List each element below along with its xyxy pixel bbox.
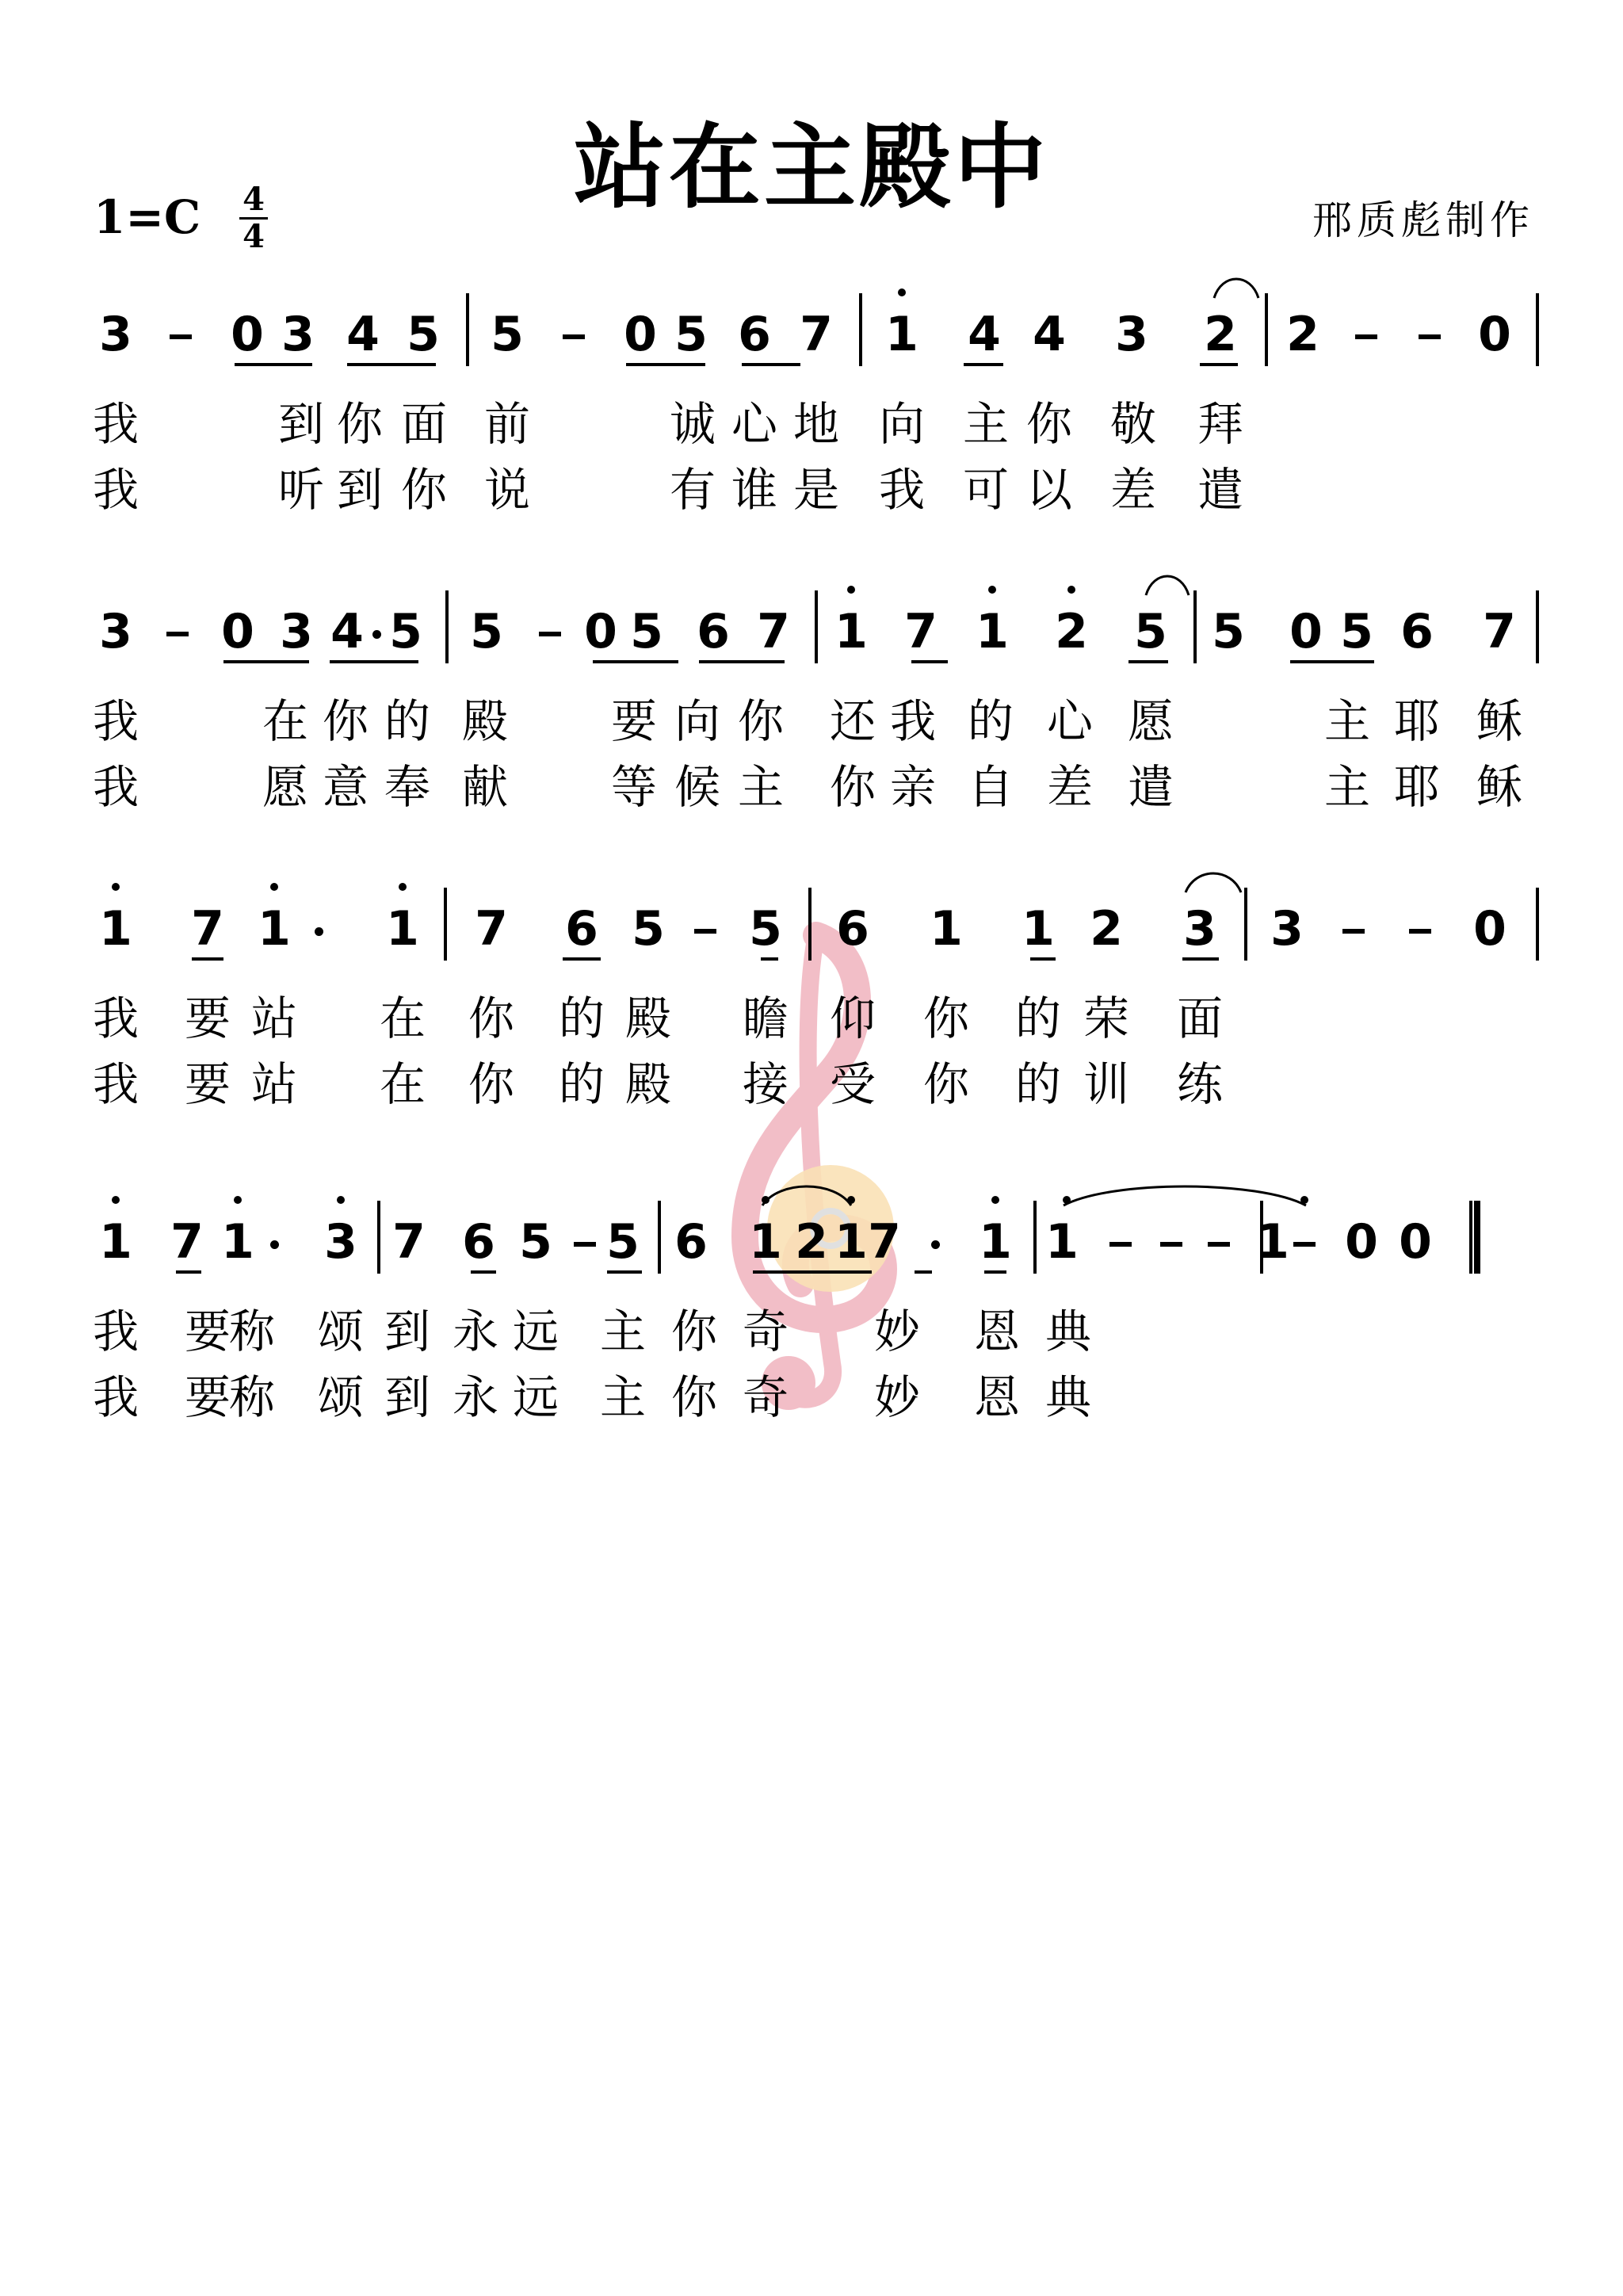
lyric-verse-1: 瞻 xyxy=(742,991,789,1045)
note: 1 xyxy=(99,1214,132,1270)
note: 7 xyxy=(904,604,938,659)
notation-line xyxy=(0,590,1623,686)
note: 6 xyxy=(1400,604,1434,659)
barline xyxy=(445,590,449,663)
beam-underline xyxy=(915,1270,932,1274)
lyric-verse-2: 到 xyxy=(384,1370,431,1424)
note: 2 xyxy=(1204,307,1237,362)
lyric-verse-1: 的 xyxy=(384,694,431,748)
lyric-verse-2: 远 xyxy=(512,1370,559,1424)
beam-underline xyxy=(347,363,436,366)
note: 5 xyxy=(632,901,665,957)
lyric-verse-2: 耶 xyxy=(1393,760,1441,814)
lyric-verse-2: 站 xyxy=(250,1057,298,1111)
augmentation-dot xyxy=(931,1240,940,1249)
octave-dot xyxy=(234,1196,242,1204)
tie-arc xyxy=(1184,865,1243,897)
tie-arc xyxy=(761,1179,853,1210)
lyric-verse-1: 你 xyxy=(1025,397,1073,451)
lyric-verse-1: 典 xyxy=(1044,1305,1092,1358)
beam-underline xyxy=(626,363,705,366)
note: 7 xyxy=(191,901,224,957)
barline xyxy=(1536,293,1539,366)
lyric-verse-2: 奇 xyxy=(742,1370,789,1424)
lyric-verse-2: 永 xyxy=(452,1370,499,1424)
note: 6 xyxy=(697,604,730,659)
augmentation-dot xyxy=(270,1240,279,1249)
beam-underline xyxy=(593,660,678,663)
note: 3 xyxy=(99,604,132,659)
lyric-verse-1: 地 xyxy=(792,397,840,451)
note: 1 xyxy=(258,901,291,957)
beam-underline xyxy=(1290,660,1374,663)
beam-underline xyxy=(796,1270,872,1274)
lyric-verse-2: 可 xyxy=(962,463,1010,517)
note: 1 xyxy=(976,604,1009,659)
note: 1 xyxy=(834,1214,868,1270)
lyric-verse-2: 主 xyxy=(599,1370,647,1424)
note: 5 xyxy=(1212,604,1245,659)
lyric-verse-2: 我 xyxy=(92,1370,139,1424)
lyric-verse-1: 奇 xyxy=(742,1305,789,1358)
lyric-verse-1: 你 xyxy=(468,991,515,1045)
lyric-verse-1: 永 xyxy=(452,1305,499,1358)
note: 0 xyxy=(1478,307,1511,362)
sustain-dash xyxy=(574,1242,596,1247)
barline xyxy=(1244,888,1247,961)
lyric-verse-2: 妙 xyxy=(873,1370,921,1424)
lyric-verse-2: 是 xyxy=(792,463,840,517)
key-signature: 1=C xyxy=(94,190,201,244)
note: 3 xyxy=(280,604,313,659)
lyric-verse-2: 殿 xyxy=(624,1057,672,1111)
lyric-verse-2: 你 xyxy=(468,1057,515,1111)
lyric-verse-1: 诚 xyxy=(669,397,716,451)
lyric-verse-1: 前 xyxy=(483,397,531,451)
lyric-verse-2: 恩 xyxy=(973,1370,1021,1424)
sustain-dash xyxy=(1293,1242,1316,1247)
note: 7 xyxy=(800,307,833,362)
notation-line xyxy=(0,1201,1623,1296)
meter-bottom: 4 xyxy=(242,218,265,255)
lyric-verse-2: 等 xyxy=(610,760,658,814)
note: 4 xyxy=(346,307,380,362)
beam-underline xyxy=(330,660,418,663)
note: 0 xyxy=(1473,901,1507,957)
barline xyxy=(1265,293,1268,366)
lyric-verse-1: 向 xyxy=(674,694,721,748)
note: 0 xyxy=(1345,1214,1378,1270)
lyric-verse-1: 的 xyxy=(558,991,605,1045)
lyric-verse-2: 意 xyxy=(322,760,369,814)
note: 7 xyxy=(1483,604,1516,659)
beam-underline xyxy=(761,957,778,961)
lyric-verse-1: 在 xyxy=(262,694,309,748)
lyric-verse-1: 你 xyxy=(670,1305,718,1358)
lyric-verse-1: 心 xyxy=(731,397,778,451)
song-title: 站在主殿中 xyxy=(574,113,1049,221)
lyric-verse-2: 的 xyxy=(558,1057,605,1111)
note: 7 xyxy=(757,604,790,659)
note: 7 xyxy=(868,1214,901,1270)
lyric-verse-1: 主 xyxy=(599,1305,647,1358)
note: 3 xyxy=(99,307,132,362)
lyric-verse-1: 我 xyxy=(92,397,139,451)
lyric-verse-1: 恩 xyxy=(973,1305,1021,1358)
lyric-verse-2: 要 xyxy=(184,1057,231,1111)
note: 7 xyxy=(475,901,508,957)
lyric-verse-1: 荣 xyxy=(1083,991,1130,1045)
sustain-dash xyxy=(1109,1242,1132,1247)
note: 0 xyxy=(624,307,657,362)
lyric-verse-2: 称 xyxy=(228,1370,276,1424)
lyric-verse-2: 的 xyxy=(1014,1057,1062,1111)
tie-arc xyxy=(1212,271,1260,303)
note: 5 xyxy=(674,307,708,362)
lyric-verse-1: 远 xyxy=(512,1305,559,1358)
note: 0 xyxy=(1289,604,1323,659)
octave-dot xyxy=(337,1196,345,1204)
note: 1 xyxy=(885,307,918,362)
note: 1 xyxy=(834,604,868,659)
sustain-dash xyxy=(1355,334,1377,339)
octave-dot xyxy=(847,586,855,594)
lyric-verse-2: 谁 xyxy=(731,463,778,517)
sustain-dash xyxy=(1208,1242,1230,1247)
lyric-verse-1: 在 xyxy=(379,991,426,1045)
beam-underline xyxy=(1030,957,1056,961)
lyric-verse-1: 向 xyxy=(878,397,926,451)
lyric-verse-1: 妙 xyxy=(873,1305,921,1358)
beam-underline xyxy=(192,957,223,961)
final-barline xyxy=(1469,1201,1480,1274)
barline xyxy=(377,1201,380,1274)
tie-arc xyxy=(1062,1179,1308,1210)
lyric-verse-1: 主 xyxy=(1323,694,1371,748)
lyric-verse-2: 有 xyxy=(669,463,716,517)
lyric-verse-2: 我 xyxy=(92,463,139,517)
lyric-verse-2: 在 xyxy=(379,1057,426,1111)
lyric-verse-2: 受 xyxy=(829,1057,876,1111)
beam-underline xyxy=(1182,957,1219,961)
note: 1 xyxy=(930,901,963,957)
author-credit: 邢质彪制作 xyxy=(1312,197,1534,243)
note: 2 xyxy=(795,1214,828,1270)
lyric-verse-2: 主 xyxy=(737,760,785,814)
barline xyxy=(815,590,818,663)
sustain-dash xyxy=(166,632,189,636)
lyric-verse-1: 主 xyxy=(962,397,1010,451)
note: 0 xyxy=(584,604,617,659)
lyric-verse-2: 亲 xyxy=(889,760,937,814)
lyric-verse-1: 你 xyxy=(322,694,369,748)
lyric-verse-2: 听 xyxy=(277,463,325,517)
sustain-dash xyxy=(1342,929,1365,934)
sustain-dash xyxy=(694,929,716,934)
note: 3 xyxy=(1183,901,1216,957)
lyric-verse-1: 的 xyxy=(1014,991,1062,1045)
lyric-verse-1: 你 xyxy=(922,991,970,1045)
lyric-verse-2: 典 xyxy=(1044,1370,1092,1424)
lyric-verse-1: 稣 xyxy=(1476,694,1523,748)
note: 2 xyxy=(1055,604,1088,659)
beam-underline xyxy=(911,660,948,663)
lyric-verse-2: 愿 xyxy=(262,760,309,814)
note: 1 xyxy=(979,1214,1012,1270)
beam-underline xyxy=(984,1270,1006,1274)
barline xyxy=(1193,590,1197,663)
lyric-verse-2: 遣 xyxy=(1127,760,1174,814)
note: 3 xyxy=(1115,307,1148,362)
octave-dot xyxy=(898,288,906,296)
note: 1 xyxy=(221,1214,254,1270)
note: 1 xyxy=(1256,1214,1289,1270)
octave-dot xyxy=(988,586,996,594)
lyric-verse-2: 遣 xyxy=(1197,463,1244,517)
note: 7 xyxy=(392,1214,426,1270)
lyric-verse-1: 颂 xyxy=(317,1305,365,1358)
note: 1 xyxy=(99,901,132,957)
note: 1 xyxy=(1022,901,1055,957)
lyric-verse-2: 我 xyxy=(878,463,926,517)
lyric-verse-2: 你 xyxy=(400,463,448,517)
lyric-verse-1: 我 xyxy=(92,694,139,748)
note: 5 xyxy=(470,604,503,659)
octave-dot xyxy=(991,1196,999,1204)
lyric-verse-1: 我 xyxy=(92,991,139,1045)
note: 3 xyxy=(281,307,315,362)
note: 5 xyxy=(407,307,440,362)
barline xyxy=(1033,1201,1037,1274)
barline xyxy=(1536,590,1539,663)
lyric-verse-1: 的 xyxy=(967,694,1014,748)
lyric-verse-2: 候 xyxy=(674,760,721,814)
barline xyxy=(658,1201,661,1274)
time-signature xyxy=(236,181,271,255)
note: 0 xyxy=(1399,1214,1432,1270)
octave-dot xyxy=(399,883,407,891)
lyric-verse-2: 要 xyxy=(184,1370,231,1424)
lyric-verse-1: 我 xyxy=(889,694,937,748)
barline xyxy=(808,888,812,961)
lyric-verse-2: 到 xyxy=(336,463,384,517)
note: 2 xyxy=(1286,307,1319,362)
lyric-verse-1: 殿 xyxy=(624,991,672,1045)
lyric-verse-1: 面 xyxy=(400,397,448,451)
lyric-verse-2: 差 xyxy=(1046,760,1094,814)
sustain-dash xyxy=(539,632,561,636)
beam-underline xyxy=(1128,660,1168,663)
lyric-verse-2: 你 xyxy=(922,1057,970,1111)
beam-underline xyxy=(964,363,1003,366)
tie-arc xyxy=(1144,568,1190,600)
note: 3 xyxy=(324,1214,357,1270)
lyric-verse-2: 接 xyxy=(742,1057,789,1111)
lyric-verse-2: 我 xyxy=(92,1057,139,1111)
note: 6 xyxy=(565,901,598,957)
note: 5 xyxy=(491,307,524,362)
lyric-verse-1: 面 xyxy=(1176,991,1224,1045)
lyric-verse-1: 站 xyxy=(250,991,298,1045)
barline xyxy=(466,293,469,366)
sustain-dash xyxy=(1409,929,1431,934)
note: 1 xyxy=(386,901,419,957)
note: 2 xyxy=(1090,901,1123,957)
note: 5 xyxy=(389,604,422,659)
note: 4 xyxy=(330,604,364,659)
lyric-verse-2: 奉 xyxy=(384,760,431,814)
lyric-verse-1: 要 xyxy=(610,694,658,748)
augmentation-dot xyxy=(315,927,323,936)
octave-dot xyxy=(112,883,120,891)
octave-dot xyxy=(1067,586,1075,594)
lyric-verse-2: 以 xyxy=(1025,463,1073,517)
note: 5 xyxy=(630,604,663,659)
note: 6 xyxy=(836,901,869,957)
sustain-dash xyxy=(1419,334,1441,339)
lyric-verse-2: 说 xyxy=(483,463,531,517)
beam-underline xyxy=(607,1270,642,1274)
lyric-verse-2: 自 xyxy=(967,760,1014,814)
barline xyxy=(1536,888,1539,961)
note: 5 xyxy=(1134,604,1167,659)
note: 6 xyxy=(462,1214,495,1270)
note: 6 xyxy=(738,307,771,362)
lyric-verse-1: 要 xyxy=(184,991,231,1045)
note: 4 xyxy=(968,307,1001,362)
note: 5 xyxy=(749,901,782,957)
lyric-verse-2: 你 xyxy=(829,760,876,814)
notation-line xyxy=(0,293,1623,388)
lyric-verse-1: 你 xyxy=(336,397,384,451)
barline xyxy=(444,888,447,961)
note: 0 xyxy=(221,604,254,659)
note: 1 xyxy=(1045,1214,1079,1270)
barline xyxy=(859,293,862,366)
beam-underline xyxy=(563,957,601,961)
note: 1 xyxy=(749,1214,782,1270)
octave-dot xyxy=(112,1196,120,1204)
lyric-verse-2: 你 xyxy=(670,1370,718,1424)
note: 6 xyxy=(674,1214,708,1270)
lyric-verse-1: 称 xyxy=(228,1305,276,1358)
lyric-verse-1: 心 xyxy=(1046,694,1094,748)
beam-underline xyxy=(742,363,800,366)
note: 4 xyxy=(1033,307,1066,362)
lyric-verse-1: 我 xyxy=(92,1305,139,1358)
note: 5 xyxy=(1340,604,1373,659)
note: 3 xyxy=(1270,901,1304,957)
sustain-dash xyxy=(563,334,585,339)
lyric-verse-1: 仰 xyxy=(829,991,876,1045)
beam-underline xyxy=(699,660,785,663)
lyric-verse-2: 差 xyxy=(1109,463,1157,517)
lyric-verse-2: 我 xyxy=(92,760,139,814)
lyric-verse-1: 要 xyxy=(184,1305,231,1358)
beam-underline xyxy=(223,660,309,663)
lyric-verse-2: 训 xyxy=(1083,1057,1130,1111)
octave-dot xyxy=(270,883,278,891)
lyric-verse-2: 稣 xyxy=(1476,760,1523,814)
lyric-verse-1: 耶 xyxy=(1393,694,1441,748)
beam-underline xyxy=(1200,363,1238,366)
augmentation-dot xyxy=(372,630,381,639)
notation-line xyxy=(0,888,1623,983)
lyric-verse-2: 练 xyxy=(1176,1057,1224,1111)
note: 0 xyxy=(231,307,264,362)
beam-underline xyxy=(235,363,312,366)
sustain-dash xyxy=(1160,1242,1182,1247)
lyric-verse-2: 颂 xyxy=(317,1370,365,1424)
beam-underline xyxy=(471,1270,496,1274)
meter-top: 4 xyxy=(242,181,265,218)
lyric-verse-1: 还 xyxy=(829,694,876,748)
lyric-verse-1: 到 xyxy=(384,1305,431,1358)
lyric-verse-1: 拜 xyxy=(1197,397,1244,451)
lyric-verse-2: 主 xyxy=(1323,760,1371,814)
lyric-verse-1: 到 xyxy=(277,397,325,451)
lyric-verse-1: 愿 xyxy=(1127,694,1174,748)
lyric-verse-1: 敬 xyxy=(1109,397,1157,451)
note: 7 xyxy=(170,1214,204,1270)
note: 5 xyxy=(519,1214,552,1270)
lyric-verse-1: 你 xyxy=(737,694,785,748)
lyric-verse-1: 殿 xyxy=(461,694,509,748)
lyric-verse-2: 献 xyxy=(461,760,509,814)
beam-underline xyxy=(176,1270,201,1274)
sustain-dash xyxy=(170,334,192,339)
note: 5 xyxy=(606,1214,640,1270)
